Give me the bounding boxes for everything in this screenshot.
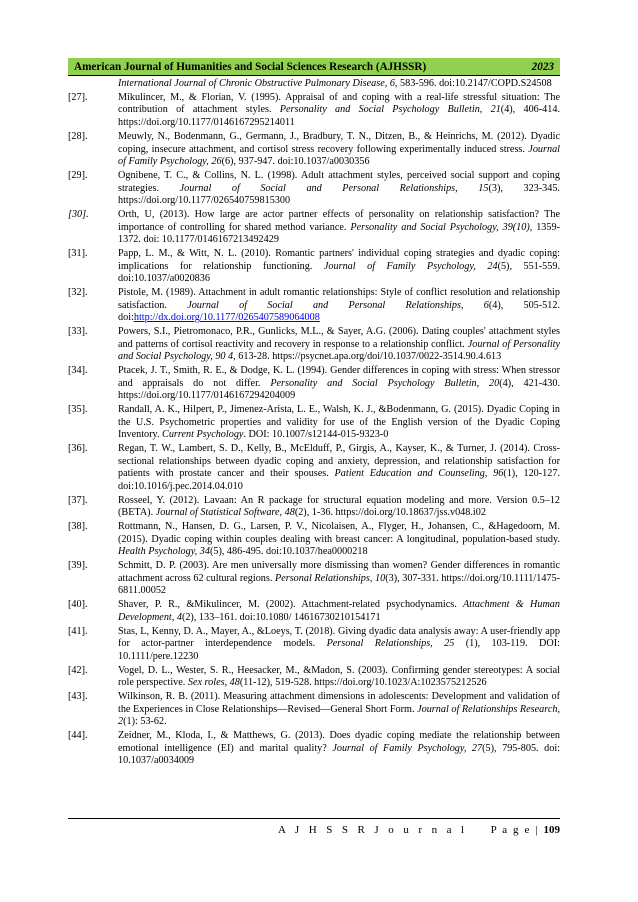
reference-number: [35]. xyxy=(68,404,88,416)
reference-text xyxy=(118,131,560,169)
reference-number: [30]. xyxy=(68,209,89,221)
reference-segment: Randall, A. K., Hilpert, P., Jimenez-Arista, L. E., Walsh, K. J., &Bodenmann, G. (2015). Dyadic Coping in the U.S. Psychometric properties and validity for use of the English version of the Dyadic Coping Inventory. xyxy=(118,404,560,441)
reference-entry xyxy=(68,521,560,559)
reference-segment: Zeidner, M., Kloda, I., & Matthews, G. (2013). Does dyadic coping mediate the relationship between emotional intelligence (EI) and marital quality? xyxy=(118,730,560,754)
reference-italic: 20 xyxy=(489,377,500,389)
reference-italic: Personality and Social Psychology, 39(10), xyxy=(350,221,533,233)
reference-entry xyxy=(68,626,560,664)
page-footer xyxy=(68,824,560,836)
reference-text xyxy=(118,170,560,208)
reference-text xyxy=(118,92,560,130)
reference-list xyxy=(68,78,560,769)
reference-segment: Ptacek, J. T., Smith, R. E., & Dodge, K. L. (1994). Gender differences in coping with stress: When stressor and appraisals do not differ. xyxy=(118,365,560,389)
reference-entry xyxy=(68,691,560,729)
reference-segment: , xyxy=(279,507,285,519)
reference-segment: Vogel, D. L., Wester, S. R., Heesacker, M., &Madon, S. (2003). Confirming gender stereotypes: A social role perspective. xyxy=(118,664,560,689)
reference-text xyxy=(118,248,560,286)
reference-number: [39]. xyxy=(68,560,88,572)
journal-header xyxy=(68,58,560,75)
reference-segment: , xyxy=(476,377,490,389)
reference-segment: (3), 307-331. https://doi.org/10.1111/1475-6811.00052 xyxy=(118,572,560,597)
reference-text xyxy=(118,691,560,729)
reference-number: [33]. xyxy=(68,326,88,338)
reference-segment: . DOI: 10.1007/s12144-015-9323-0 xyxy=(243,429,389,441)
reference-segment: (1), 103-119. DOI: 10.1111/pere.12230 xyxy=(118,638,560,662)
reference-text xyxy=(118,665,560,690)
reference-entry xyxy=(68,78,560,91)
reference-text xyxy=(118,599,560,624)
reference-segment: (1), 120-127. doi:10.1016/j.pec.2014.04.010 xyxy=(118,468,560,492)
reference-text xyxy=(118,495,560,520)
reference-segment: Wilkinson, R. B. (2011). Measuring attachment dimensions in adolescents: Development and validation of the Experiences in Close Relationships—Revised—General Short Form. xyxy=(118,691,560,715)
reference-segment: Powers, S.I., Pietromonaco, P.R., Gunlicks, M.L., & Sayer, A.G. (2006). Dating couples' attachment styles and patterns of cortisol reactivity and recovery in response to a relationship conflict. xyxy=(118,326,560,350)
reference-text xyxy=(118,443,560,493)
reference-number: [44]. xyxy=(68,730,88,742)
reference-text xyxy=(118,209,560,247)
reference-segment: (5), 795-805. doi: 10.1037/a0034009 xyxy=(118,742,560,767)
reference-entry xyxy=(68,92,560,130)
reference-entry xyxy=(68,209,560,247)
reference-segment: Ognibene, T. C., & Collins, N. L. (1998). Adult attachment styles, perceived social support and coping strategies. xyxy=(118,170,560,194)
reference-italic: Journal of Statistical Software xyxy=(155,507,280,519)
footer-journal: A J H S S R J o u r n a l xyxy=(278,824,468,836)
reference-italic: Journal of Social and Personal Relationships xyxy=(179,182,456,194)
reference-segment: Meuwly, N., Bodenmann, G., Germann, J., Bradbury, T. N., Ditzen, B., & Heinrichs, M. (2012). Dyadic coping, insecure attachment, and cortisol stress recovery following experimentally induced stress. xyxy=(118,130,560,155)
reference-segment: (4), 421-430. https://doi.org/10.1177/0146167294204009 xyxy=(118,377,560,402)
reference-segment: Papp, L. M., & Witt, N. L. (2010). Romantic partners' individual coping strategies and dyadic coping: implications for relationship functioning. xyxy=(118,248,560,272)
reference-entry xyxy=(68,287,560,325)
reference-text xyxy=(118,365,560,403)
reference-segment: (2), 133–161. doi:10.1080/ 14616730210154171 xyxy=(181,611,381,623)
reference-entry xyxy=(68,404,560,442)
reference-segment: (4), 406-414. https://doi.org/10.1177/0146167295214011 xyxy=(118,104,560,129)
reference-number: [36]. xyxy=(68,443,88,455)
reference-text xyxy=(118,78,560,91)
reference-italic: Journal of Personality and Social Psychology, 90 4 xyxy=(118,338,560,363)
reference-italic: Journal of Social and Personal Relationships, 6 xyxy=(187,299,489,311)
reference-segment: Shaver, P. R., &Mikulincer, M. (2002). Attachment-related psychodynamics. xyxy=(118,599,464,611)
reference-segment: 1359-1372. doi: 10.1177/0146167213492429 xyxy=(118,221,560,246)
reference-number xyxy=(68,78,118,91)
reference-italic: International Journal of Chronic Obstructive Pulmonary Disease, 6 xyxy=(118,78,395,89)
reference-italic: Journal of Family Psychology, 26 xyxy=(118,143,560,168)
reference-italic: Journal of Family Psychology, 24 xyxy=(323,260,498,272)
reference-segment: Mikulincer, M., & Florian, V. (1995). Appraisal of and coping with a real-life stressful situation: The contribution of attachment styles. xyxy=(118,91,560,116)
reference-number: [28]. xyxy=(68,130,88,142)
reference-segment: (1): 53-62. xyxy=(123,716,167,728)
reference-italic: Current Psychology xyxy=(162,429,244,441)
reference-italic: Personality and Social Psychology Bulletin xyxy=(279,104,480,116)
reference-entry xyxy=(68,365,560,403)
reference-italic: Health Psychology, 34 xyxy=(118,546,210,558)
reference-segment: , 613-28. https://psycnet.apa.org/doi/10.1037/0022-3514.90.4.613 xyxy=(233,351,502,363)
reference-italic: Journal of Family Psychology, 27 xyxy=(332,742,483,754)
reference-number: [34]. xyxy=(68,365,88,377)
reference-number: [32]. xyxy=(68,287,88,299)
reference-number: [40]. xyxy=(68,599,88,611)
reference-segment: Stas, L, Kenny, D. A., Mayer, A., &Loeys, T. (2018). Giving dyadic data analysis away: A user-friendly app for actor-partner interdependence models. xyxy=(118,625,560,650)
reference-text xyxy=(118,404,560,442)
reference-segment: (5), 551-559. doi:10.1037/a0020836 xyxy=(118,260,561,285)
reference-italic: 48 xyxy=(284,507,295,519)
reference-italic: Personal Relationships xyxy=(275,572,370,584)
reference-segment: (6), 937-947. doi:10.1037/a0030356 xyxy=(221,156,370,168)
reference-number: [41]. xyxy=(68,625,88,637)
reference-text xyxy=(118,560,560,598)
reference-number: [37]. xyxy=(68,494,88,506)
reference-number: [38]. xyxy=(68,521,88,533)
reference-number: [29]. xyxy=(68,170,88,181)
reference-segment: Orth, U, (2013). How large are actor partner effects of personality on relationship satisfaction? The importance of controlling for shared method variance. xyxy=(118,209,560,233)
journal-title: American Journal of Humanities and Social Sciences Research (AJHSSR) xyxy=(74,60,427,73)
reference-number: [27]. xyxy=(68,91,88,103)
reference-segment: (5), 486-495. doi:10.1037/hea0000218 xyxy=(209,546,368,558)
reference-segment: Rosseel, Y. (2012). Lavaan: An R package for structural equation modeling and more. Version 0.5–12 (BETA). xyxy=(118,494,560,519)
reference-text xyxy=(118,521,560,559)
reference-entry xyxy=(68,170,560,208)
reference-segment: , 583-596. doi:10.2147/COPD.S24508 xyxy=(394,78,552,89)
reference-italic: Patient Education and Counseling, 96 xyxy=(334,468,504,480)
reference-segment: Regan, T. W., Lambert, S. D., Kelly, B., McElduff, P., Girgis, A., Kayser, K., & Turner, J. (2014). Cross-sectional relationships between dyadic coping and anxiety, depression, and relationship satisfaction for patients with prostate cancer and their spouses. xyxy=(118,443,560,480)
reference-italic: Sex roles xyxy=(187,677,225,689)
header-divider xyxy=(68,75,560,76)
reference-italic: 10 xyxy=(375,572,386,584)
reference-italic: 48 xyxy=(229,677,240,689)
reference-segment: , xyxy=(369,572,376,584)
reference-text xyxy=(118,326,560,364)
reference-text xyxy=(118,287,560,325)
reference-segment: (3), 323-345. https://doi.org/10.1177/026540759815300 xyxy=(118,182,560,207)
reference-segment: , xyxy=(224,677,230,689)
reference-segment: , xyxy=(455,182,479,194)
reference-italic: Personality and Social Psychology Bulletin xyxy=(270,377,477,389)
reference-segment: (11-12), 519-528. https://doi.org/10.1023/A:1023575212526 xyxy=(239,677,487,689)
page-label: P a g e | xyxy=(490,824,544,836)
reference-entry xyxy=(68,560,560,598)
reference-segment: Pistole, M. (1989). Attachment in adult romantic relationships: Style of conflict resolution and relationship satisfaction. xyxy=(118,287,560,311)
reference-entry xyxy=(68,599,560,624)
reference-number: [31]. xyxy=(68,248,88,260)
reference-entry xyxy=(68,495,560,520)
reference-italic: 15 xyxy=(478,182,489,194)
reference-entry xyxy=(68,326,560,364)
reference-italic: Personal Relationships, 25 xyxy=(326,638,455,650)
reference-segment: (4), 505-512. doi: xyxy=(118,299,560,324)
reference-italic: 21 xyxy=(490,104,501,116)
reference-text xyxy=(118,626,560,664)
reference-segment: Rottmann, N., Hansen, D. G., Larsen, P. V., Nicolaisen, A., Flyger, H., Johansen, C., &Hagedoorn, M. (2015). Dyadic coping within couples dealing with breast cancer: A longitudinal, population-based study. xyxy=(118,521,560,545)
reference-segment: , xyxy=(479,104,491,116)
reference-entry xyxy=(68,443,560,493)
page-number: 109 xyxy=(543,824,560,836)
reference-segment: Schmitt, D. P. (2003). Are men universally more dismissing than women? Gender differences in romantic attachment across 62 cultural regions. xyxy=(118,560,560,584)
reference-entry xyxy=(68,248,560,286)
journal-year: 2023 xyxy=(531,60,554,73)
reference-number: [42]. xyxy=(68,664,88,676)
footer-page xyxy=(491,824,560,836)
reference-link[interactable]: http://dx.doi.org/10.1177/0265407589064008 xyxy=(133,312,320,324)
footer-divider xyxy=(68,818,560,819)
reference-text xyxy=(118,730,560,768)
reference-number: [43]. xyxy=(68,691,88,703)
reference-entry xyxy=(68,131,560,169)
reference-italic: Attachment & Human Development, 4 xyxy=(118,599,560,623)
reference-italic: Journal of Relationships Research, 2 xyxy=(118,703,560,728)
reference-entry xyxy=(68,730,560,768)
reference-entry xyxy=(68,665,560,690)
reference-segment: (2), 1-36. https://doi.org/10.18637/jss.v048.i02 xyxy=(294,507,486,519)
